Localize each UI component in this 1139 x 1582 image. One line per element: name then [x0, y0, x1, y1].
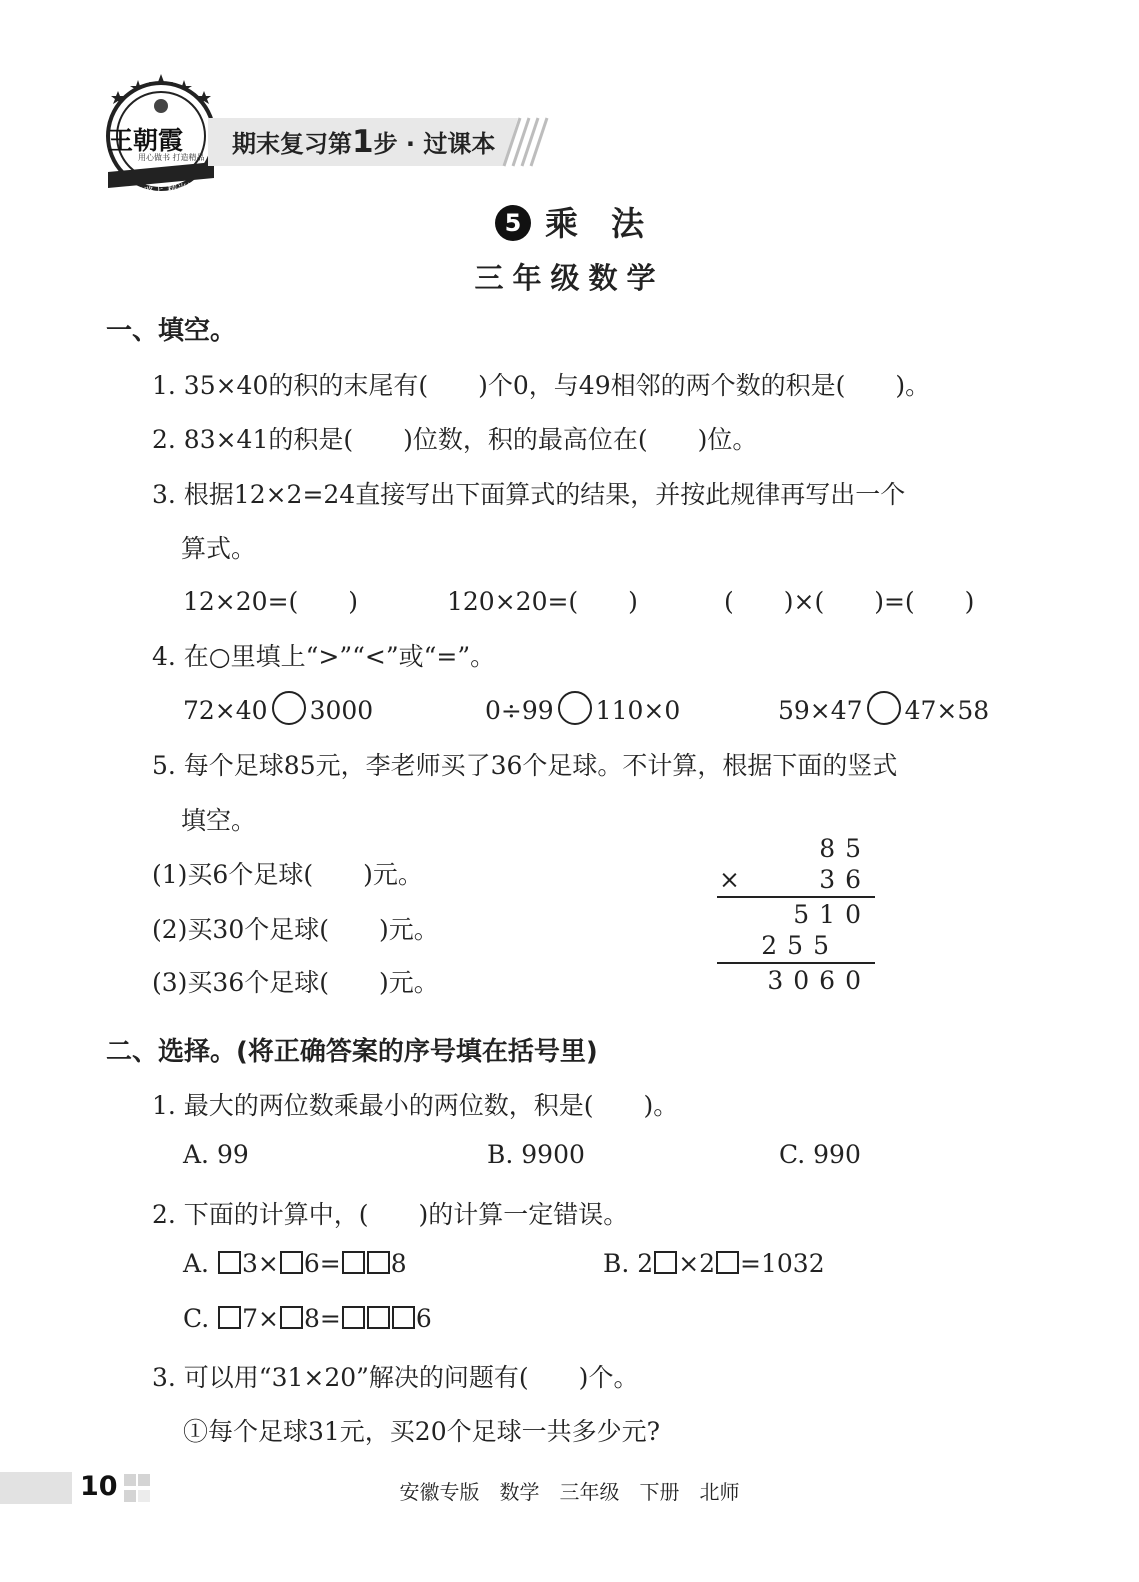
s2-question-2: 2. 下面的计算中，( )的计算一定错误。 — [152, 1200, 629, 1229]
page-title — [0, 198, 1139, 245]
s2-q1-option-a: A. 99 — [183, 1140, 249, 1169]
blank-box-icon — [280, 1251, 303, 1274]
s1-question-3-line1: 3. 根据12×2=24直接写出下面算式的结果，并按此规律再写出一个 — [152, 480, 906, 509]
q4-item-3-left: 59×47 — [778, 696, 863, 725]
s1-q4-item-1 — [183, 691, 373, 725]
compare-circle-icon — [558, 691, 592, 725]
q4-item-2-left: 0÷99 — [485, 696, 554, 725]
blank-box-icon — [280, 1306, 303, 1329]
vm-operator: × — [719, 865, 740, 894]
option-c-label: C. — [183, 1304, 210, 1333]
s1-q3-blank-b: 120×20=( ) — [447, 587, 638, 616]
vm-multiplicand: 85 — [819, 834, 871, 863]
option-a-part: 8 — [390, 1249, 407, 1278]
s2-q2-option-c — [183, 1304, 432, 1333]
banner-step: 1 — [352, 124, 374, 160]
blank-box-icon — [342, 1251, 365, 1274]
section1-heading: 一、填空。 — [106, 316, 237, 346]
blank-box-icon — [367, 1306, 390, 1329]
banner-prefix: 期末复习第 — [232, 130, 352, 158]
compare-circle-icon — [867, 691, 901, 725]
vm-rule-2 — [717, 962, 875, 964]
logo-name: 王朝霞 — [108, 126, 184, 155]
page-subtitle: 三年级数学 — [474, 261, 665, 295]
blank-box-icon — [342, 1306, 365, 1329]
s2-q1-option-c: C. 990 — [779, 1140, 861, 1169]
logo-ribbon: 成长路上 精光满天 — [123, 181, 208, 200]
vm-result: 3060 — [767, 966, 871, 995]
option-b-part: 2 — [637, 1249, 654, 1278]
q4-item-1-left: 72×40 — [183, 696, 268, 725]
blank-box-icon — [716, 1251, 739, 1274]
s2-q2-option-b — [603, 1249, 825, 1278]
option-c-part: 8= — [304, 1304, 341, 1333]
vm-partial-2: 255 — [761, 931, 839, 960]
section2-heading: 二、选择。(将正确答案的序号填在括号里) — [106, 1037, 598, 1067]
s1-q5-sub-3: (3)买36个足球( )元。 — [152, 968, 439, 997]
option-b-part: =1032 — [740, 1249, 825, 1278]
s1-q5-sub-2: (2)买30个足球( )元。 — [152, 915, 439, 944]
unit-title: 乘 法 — [545, 204, 644, 243]
option-c-part: 7× — [242, 1304, 279, 1333]
s1-q4-item-2 — [485, 691, 680, 725]
blank-box-icon — [367, 1251, 390, 1274]
s1-question-5-line2: 填空。 — [181, 806, 257, 835]
blank-box-icon — [218, 1251, 241, 1274]
option-a-part: 3× — [241, 1249, 279, 1278]
s1-question-2: 2. 83×41的积是( )位数，积的最高位在( )位。 — [152, 425, 758, 454]
vm-partial-1: 510 — [793, 900, 871, 929]
banner-suffix: 步 · 过课本 — [373, 130, 496, 158]
blank-box-icon — [392, 1306, 415, 1329]
banner-title — [232, 124, 495, 160]
s1-question-5-line1: 5. 每个足球85元，李老师买了36个足球。不计算，根据下面的竖式 — [152, 751, 898, 780]
footer-info: 安徽专版 数学 三年级 下册 北师 — [399, 1480, 740, 1504]
vertical-multiplication — [715, 832, 875, 997]
option-a-part: 6= — [303, 1249, 341, 1278]
logo-motto: 用心做书 打造精品 — [138, 153, 205, 162]
option-c-part: 6 — [415, 1304, 432, 1333]
vm-rule-1 — [717, 896, 875, 898]
s1-question-1: 1. 35×40的积的末尾有( )个0，与49相邻的两个数的积是( )。 — [152, 371, 931, 400]
page-number: 10 — [80, 1471, 118, 1502]
q4-item-3-right: 47×58 — [904, 696, 990, 725]
compare-circle-icon — [272, 691, 306, 725]
s2-q1-option-b: B. 9900 — [487, 1140, 585, 1169]
s2-q3-item-1: ①每个足球31元，买20个足球一共多少元? — [183, 1417, 661, 1446]
s1-q4-item-3 — [778, 691, 989, 725]
q4-item-1-right: 3000 — [309, 696, 374, 725]
s1-question-4: 4. 在○里填上“>”“<”或“=”。 — [152, 642, 496, 671]
option-b-label: B. — [603, 1249, 630, 1278]
q4-item-2-right: 110×0 — [595, 696, 681, 725]
unit-number-badge: 5 — [495, 205, 531, 241]
s2-question-1: 1. 最大的两位数乘最小的两位数，积是( )。 — [152, 1091, 679, 1120]
option-a-label: A. — [183, 1249, 210, 1278]
blank-box-icon — [218, 1306, 241, 1329]
vm-multiplier: 36 — [819, 865, 871, 894]
option-b-part: ×2 — [678, 1249, 716, 1278]
s1-question-3-line2: 算式。 — [181, 534, 257, 563]
s1-q3-blank-a: 12×20=( ) — [183, 587, 359, 616]
s1-q5-sub-1: (1)买6个足球( )元。 — [152, 860, 423, 889]
s2-q2-option-a — [183, 1249, 407, 1278]
s1-q3-blank-c: ( )×( )=( ) — [724, 587, 975, 616]
blank-box-icon — [654, 1251, 677, 1274]
s2-question-3: 3. 可以用“31×20”解决的问题有( )个。 — [152, 1363, 639, 1392]
